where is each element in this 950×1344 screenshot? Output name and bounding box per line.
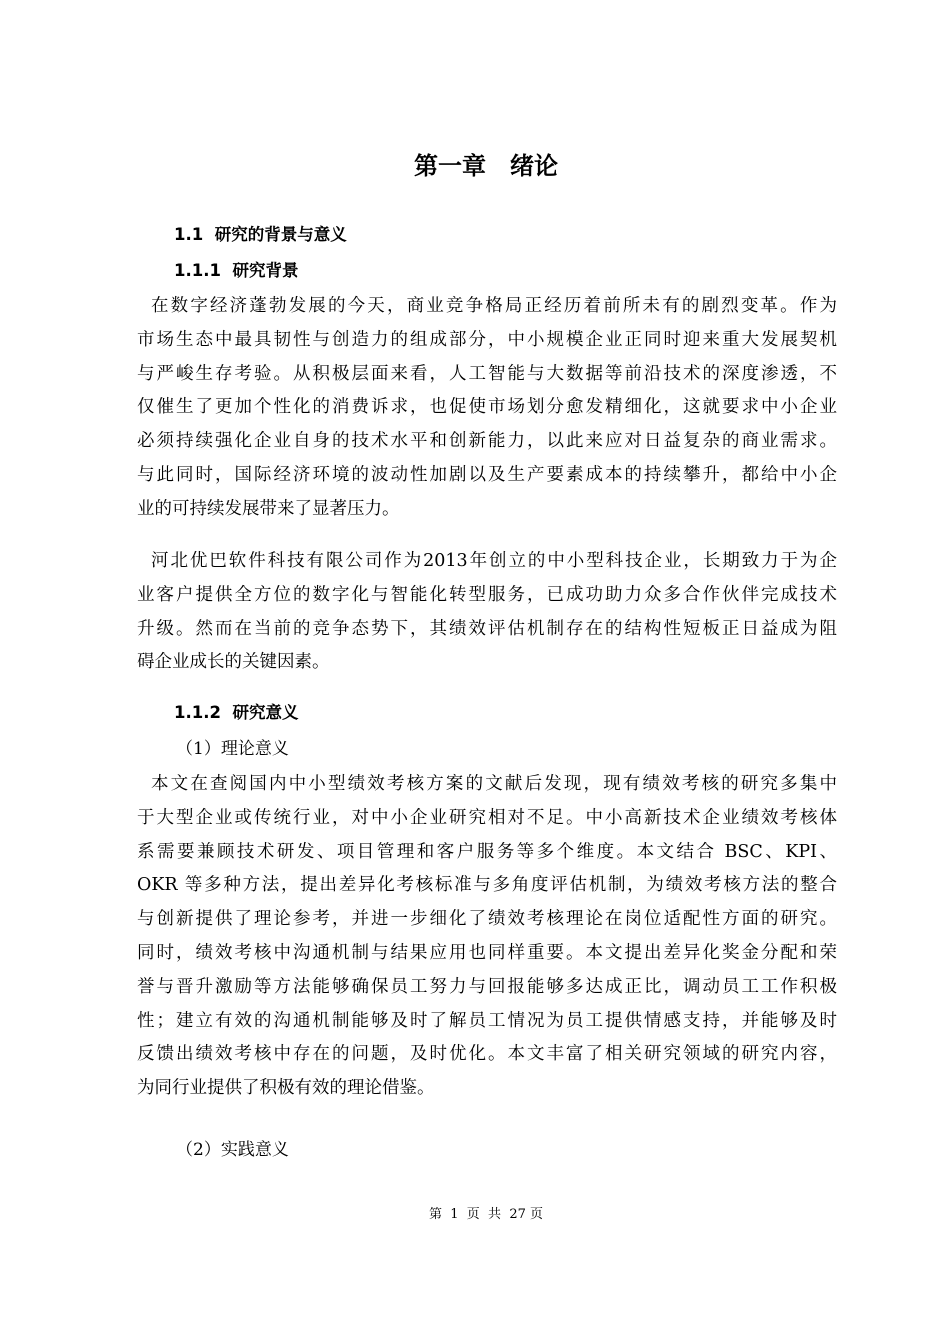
paragraph-theory [137, 768, 837, 1106]
paragraph-line: 为同行业提供了积极有效的理论借鉴。 [137, 1078, 435, 1099]
paragraph-line: 与创新提供了理论参考，并进一步细化了绩效考核理论在岗位适配性方面的研究。 [137, 909, 837, 930]
paragraph-background-2 [137, 545, 837, 680]
paragraph-line: 同时，绩效考核中沟通机制与结果应用也同样重要。本文提出差异化奖金分配和荣 [137, 942, 837, 963]
paragraph-line: 河北优巴软件科技有限公司作为2013年创立的中小型科技企业，长期致力于为企 [151, 551, 837, 571]
paragraph-line: 本文在查阅国内中小型绩效考核方案的文献后发现，现有绩效考核的研究多集中 [151, 774, 837, 794]
paragraph-line: 升级。然而在当前的竞争态势下，其绩效评估机制存在的结构性短板正日益成为阻 [137, 618, 837, 639]
paragraph-line: 反馈出绩效考核中存在的问题，及时优化。本文丰富了相关研究领域的研究内容， [137, 1044, 837, 1065]
paragraph-line: 必须持续强化企业自身的技术水平和创新能力，以此来应对日益复杂的商业需求。 [137, 431, 837, 452]
paragraph-line: 市场生态中最具韧性与创造力的组成部分，中小规模企业正同时迎来重大发展契机 [137, 329, 837, 350]
paragraph-line: 与此同时，国际经济环境的波动性加剧以及生产要素成本的持续攀升，都给中小企 [137, 464, 837, 485]
subsection-theory: （1）理论意义 [176, 739, 289, 759]
paragraph-line: 性；建立有效的沟通机制能够及时了解员工情况为员工提供情感支持，并能够及时 [137, 1010, 837, 1031]
section-heading-1-1: 1.1 研究的背景与意义 [174, 225, 347, 244]
subsection-practice: （2）实践意义 [176, 1140, 289, 1160]
paragraph-line: 仅催生了更加个性化的消费诉求，也促使市场划分愈发精细化，这就要求中小企业 [137, 397, 837, 418]
paragraph-line: 业客户提供全方位的数字化与智能化转型服务，已成功助力众多合作伙伴完成技术 [137, 584, 837, 605]
paragraph-background-1 [137, 290, 837, 527]
paragraph-line: 在数字经济蓬勃发展的今天，商业竞争格局正经历着前所未有的剧烈变革。作为 [151, 296, 837, 316]
chapter-title: 第一章 绪论 [414, 152, 558, 180]
paragraph-line: OKR 等多种方法，提出差异化考核标准与多角度评估机制，为绩效考核方法的整合 [137, 875, 837, 896]
section-heading-1-1-1: 1.1.1 研究背景 [174, 261, 299, 280]
paragraph-line: 誉与晋升激励等方法能够确保员工努力与回报能够多达成正比，调动员工工作积极 [137, 976, 837, 997]
paragraph-line: 系需要兼顾技术研发、项目管理和客户服务等多个维度。本文结合 BSC、KPI、 [137, 841, 837, 862]
paragraph-line: 于大型企业或传统行业，对中小企业研究相对不足。中小高新技术企业绩效考核体 [137, 807, 837, 828]
paragraph-line: 碍企业成长的关键因素。 [137, 652, 330, 673]
section-heading-1-1-2: 1.1.2 研究意义 [174, 703, 299, 722]
paragraph-line: 与严峻生存考验。从积极层面来看，人工智能与大数据等前沿技术的深度渗透，不 [137, 363, 837, 384]
paragraph-line: 业的可持续发展带来了显著压力。 [137, 498, 400, 519]
page-footer: 第 1 页 共 27 页 [428, 1207, 543, 1222]
